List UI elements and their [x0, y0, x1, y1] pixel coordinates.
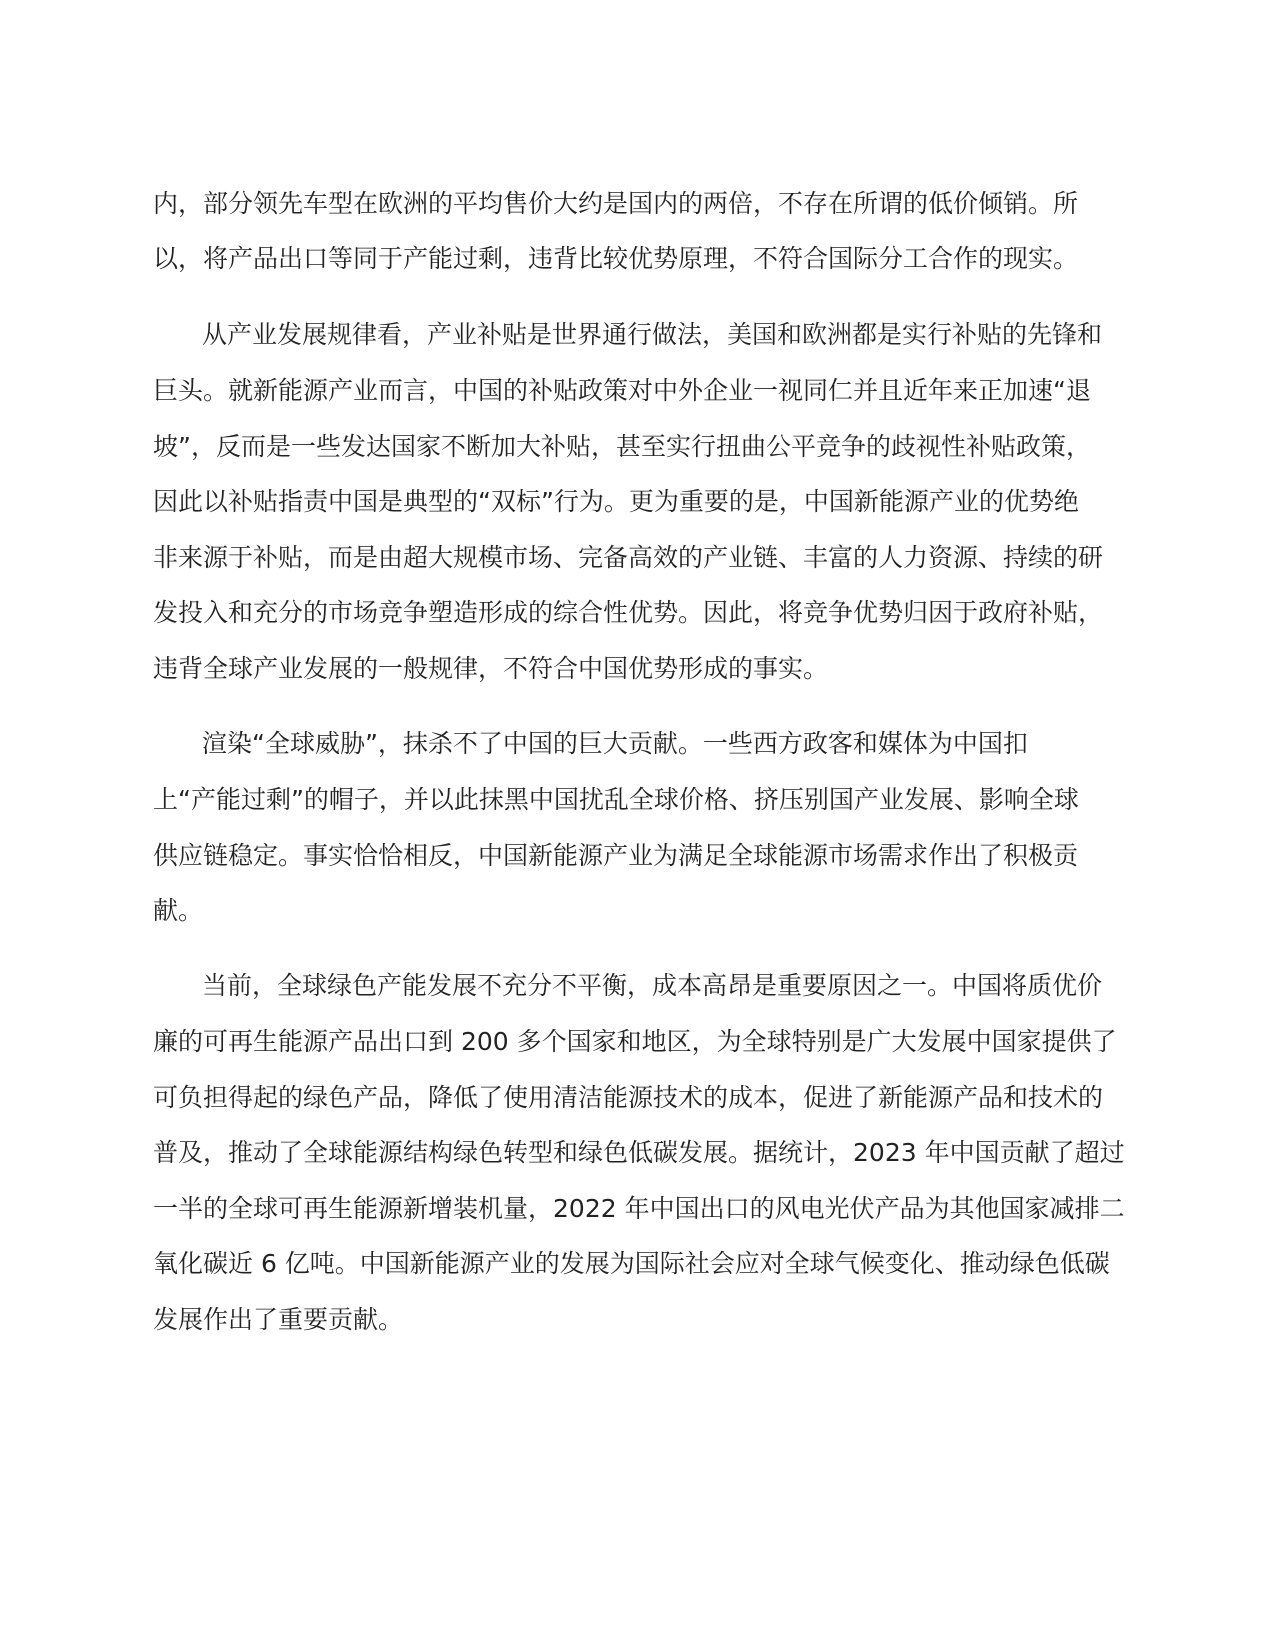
paragraph-4-line-3: 可负担得起的绿色产品，降低了使用清洁能源技术的成本，促进了新能源产品和技术的 [153, 1083, 1104, 1112]
paragraph-4-line-5: 一半的全球可再生能源新增装机量，2022 年中国出口的风电光伏产品为其他国家减排二 [153, 1194, 1125, 1223]
paragraph-2-line-3: 坡”，反而是一些发达国家不断加大补贴，甚至实行扭曲公平竞争的歧视性补贴政策， [153, 432, 1091, 461]
paragraph-3-line-1: 渲染“全球威胁”，抹杀不了中国的巨大贡献。一些西方政客和媒体为中国扣 [202, 729, 1028, 758]
paragraph-2-line-2: 巨头。就新能源产业而言，中国的补贴政策对中外企业一视同仁并且近年来正加速“退 [153, 376, 1091, 405]
paragraph-2-line-5: 非来源于补贴，而是由超大规模市场、完备高效的产业链、丰富的人力资源、持续的研 [153, 543, 1104, 572]
paragraph-4-line-2: 廉的可再生能源产品出口到 200 多个国家和地区，为全球特别是广大发展中国家提供了 [153, 1027, 1117, 1056]
paragraph-4-line-4: 普及，推动了全球能源结构绿色转型和绿色低碳发展。据统计，2023 年中国贡献了超过 [153, 1138, 1125, 1167]
paragraph-3-line-4: 献。 [153, 896, 204, 925]
paragraph-4-line-6: 氧化碳近 6 亿吨。中国新能源产业的发展为国际社会应对全球气候变化、推动绿色低碳 [153, 1249, 1110, 1278]
paragraph-2-line-4: 因此以补贴指责中国是典型的“双标”行为。更为重要的是，中国新能源产业的优势绝 [153, 487, 1079, 516]
paragraph-2-line-1: 从产业发展规律看，产业补贴是世界通行做法，美国和欧洲都是实行补贴的先锋和 [202, 320, 1103, 349]
paragraph-1-line-1: 内，部分领先车型在欧洲的平均售价大约是国内的两倍，不存在所谓的低价倾销。所 [153, 189, 1079, 218]
paragraph-2-line-7: 违背全球产业发展的一般规律，不符合中国优势形成的事实。 [153, 654, 829, 683]
paragraph-3-line-3: 供应链稳定。事实恰恰相反，中国新能源产业为满足全球能源市场需求作出了积极贡 [153, 841, 1079, 870]
paragraph-3-line-2: 上“产能过剩”的帽子，并以此抹黑中国扰乱全球价格、挤压别国产业发展、影响全球 [153, 785, 1079, 814]
paragraph-1-line-2: 以，将产品出口等同于产能过剩，违背比较优势原理，不符合国际分工合作的现实。 [153, 244, 1079, 273]
paragraph-4-line-1: 当前，全球绿色产能发展不充分不平衡，成本高昂是重要原因之一。中国将质优价 [202, 971, 1103, 1000]
paragraph-4-line-7: 发展作出了重要贡献。 [153, 1305, 404, 1334]
paragraph-2-line-6: 发投入和充分的市场竞争塑造形成的综合性优势。因此，将竞争优势归因于政府补贴， [153, 598, 1104, 627]
